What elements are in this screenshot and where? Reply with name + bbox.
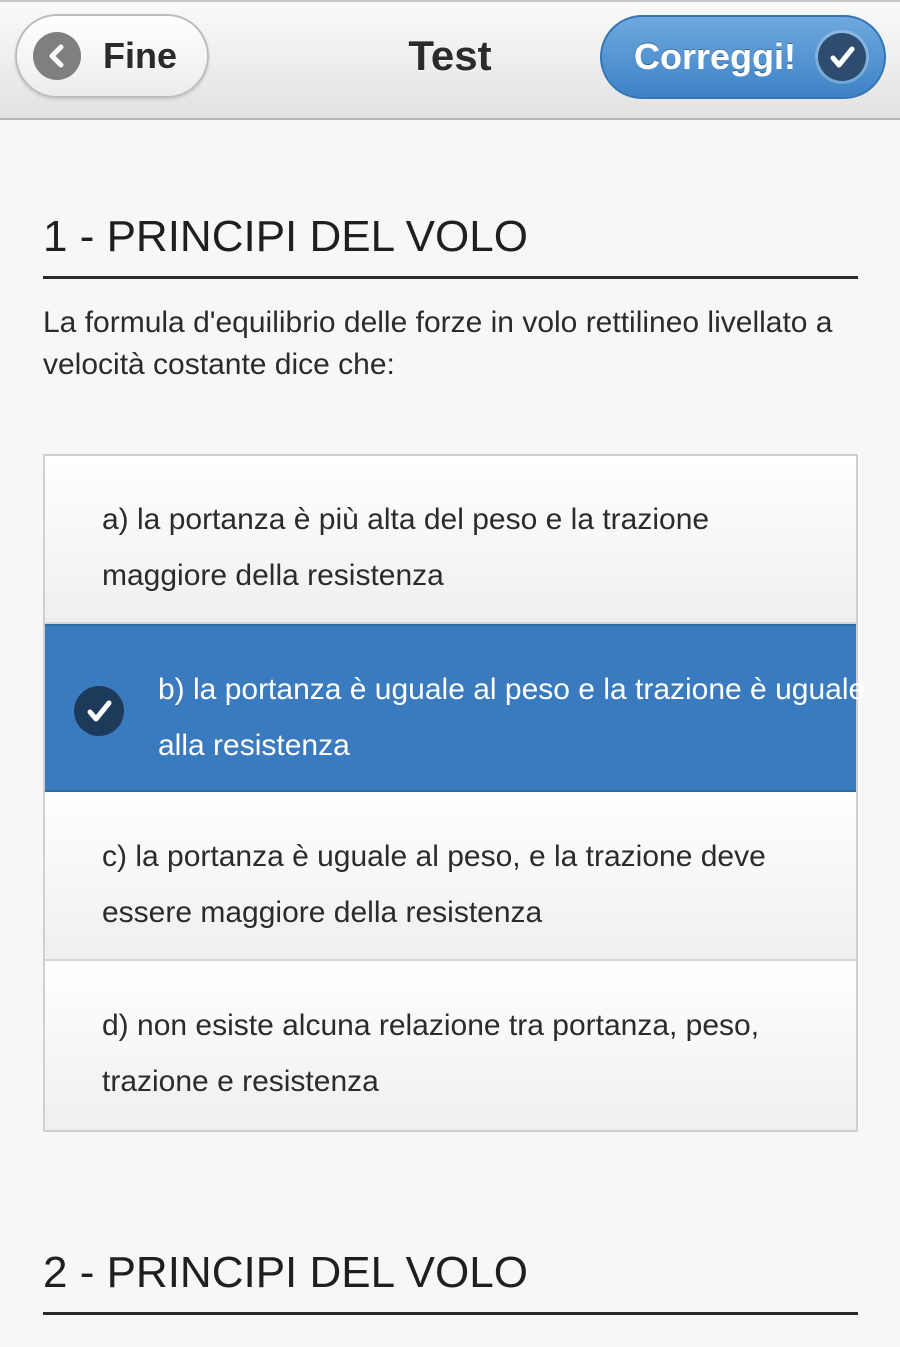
answer-option-b[interactable] (45, 624, 866, 792)
question-1-text: La formula d'equilibrio delle forze in volo rettilineo livellato a velocità costante dice che: (43, 306, 833, 381)
page-title: Test (408, 32, 492, 79)
question-2-section-title: 2 - PRINCIPI DEL VOLO (43, 1248, 858, 1315)
answer-option-d[interactable] (45, 962, 856, 1130)
answer-option-a-label: a) la portanza è più alta del peso e la trazione maggiore della resistenza (102, 503, 710, 592)
selected-check-icon (74, 686, 124, 736)
correct-button[interactable] (600, 15, 886, 99)
checkmark-icon (818, 33, 866, 81)
question-1-section-title: 1 - PRINCIPI DEL VOLO (43, 212, 858, 279)
answer-option-d-label: d) non esiste alcuna relazione tra portanza, peso, trazione e resistenza (102, 1009, 760, 1098)
back-button[interactable] (15, 14, 209, 98)
answer-option-a[interactable] (45, 456, 856, 624)
correct-button-label: Correggi! (634, 36, 796, 77)
back-button-label: Fine (103, 35, 178, 76)
chevron-left-icon (33, 32, 81, 80)
answer-options-list (43, 454, 866, 1132)
top-toolbar (0, 0, 900, 120)
answer-option-b-label: b) la portanza è uguale al peso e la trazione è uguale alla resistenza (158, 673, 866, 762)
answer-option-c-label: c) la portanza è uguale al peso, e la trazione deve essere maggiore della resistenza (102, 840, 766, 929)
answer-option-c[interactable] (45, 793, 856, 961)
